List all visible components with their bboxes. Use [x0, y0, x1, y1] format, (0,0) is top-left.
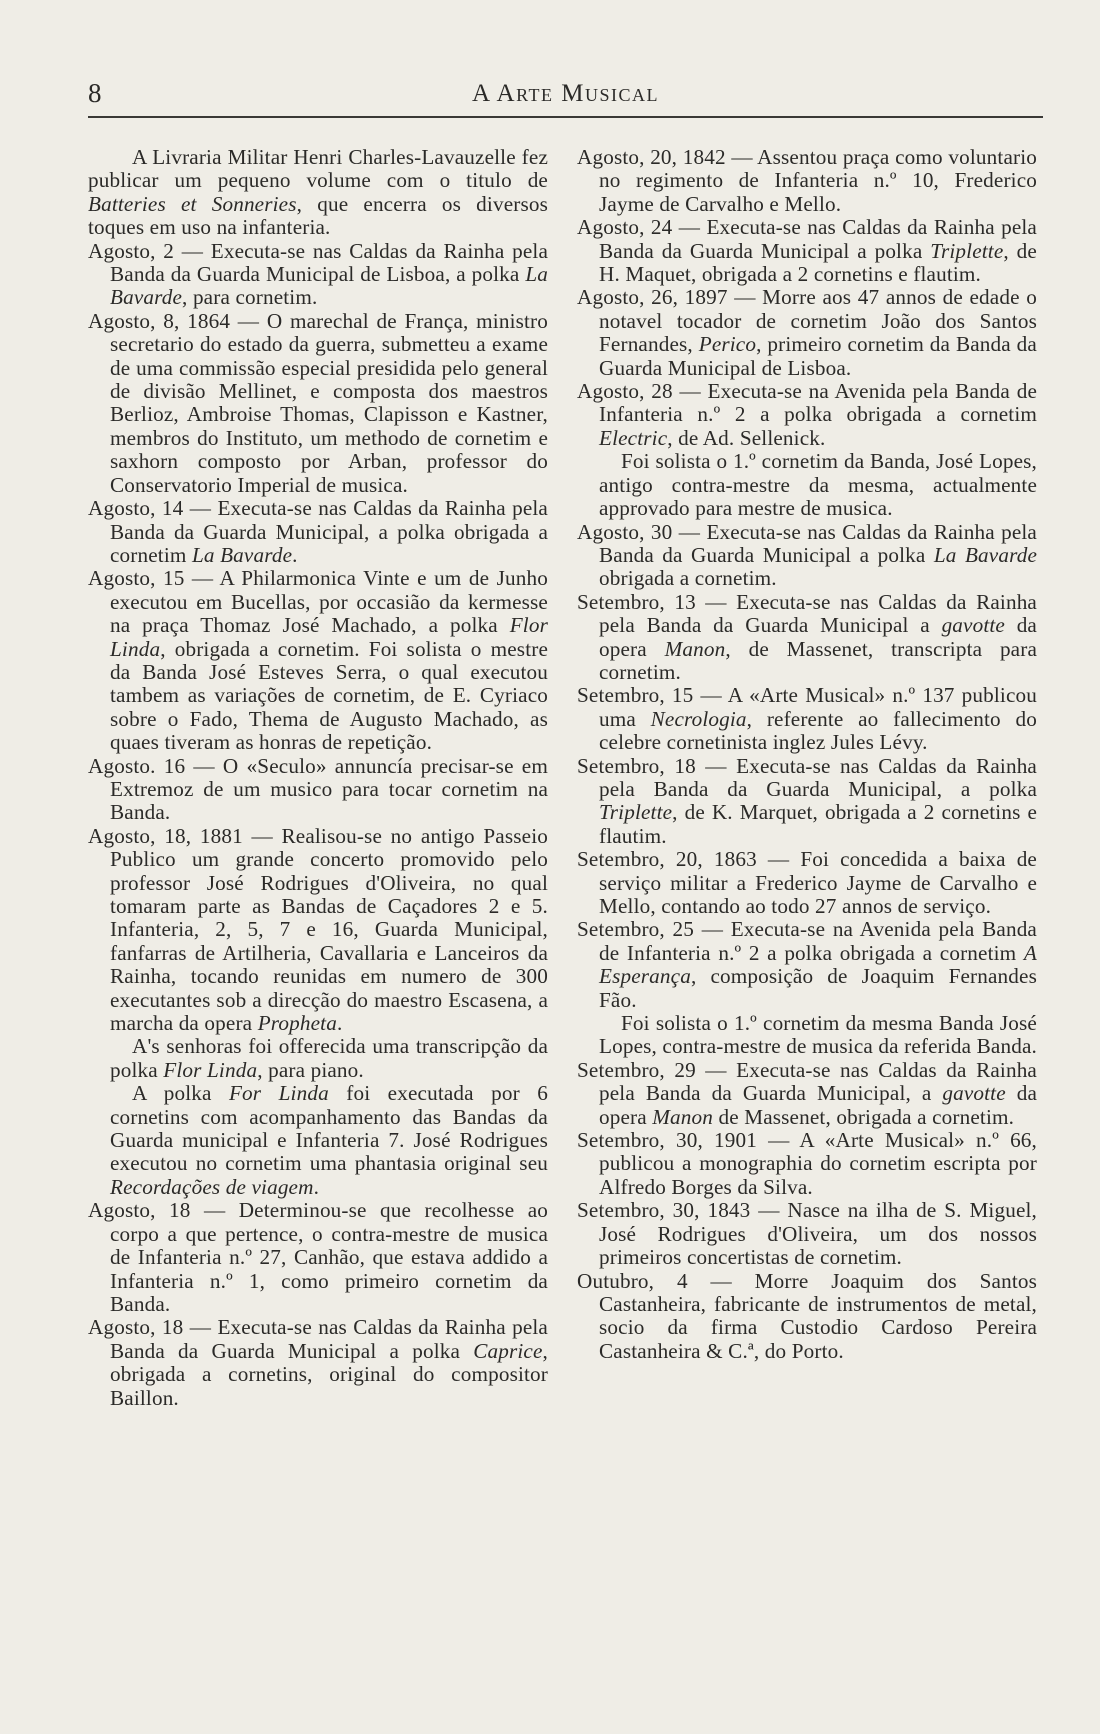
chronology-entry: Agosto, 18 — Determinou-se que recolhesse ao corpo a que pertence, o contra-mestre de musica de Infanteria n.º 27, Canhão, que estava addido a Infanteria n.º 1, como primeiro cornetim da Banda. — [88, 1198, 548, 1316]
chronology-entry: Agosto, 18, 1881 — Realisou-se no antigo Passeio Publico um grande concerto promovido pelo professor José Rodrigues d'Oliveira, no qual tomaram parte as Bandas de Caçadores 2 e 5. Infanteria, 2, 5, 7 e 16, Guarda Municipal, fanfarras de Artilheria, Cavallaria e Lanceiros da Rainha, tocando reunidas em numero de 300 executantes sob a direcção do maestro Escasena, a marcha da opera Propheta. — [88, 823, 548, 1036]
paragraph: Foi solista o 1.º cornetim da mesma Banda José Lopes, contra-mestre de musica da referida Banda. — [599, 1011, 1037, 1059]
paragraph: A Livraria Militar Henri Charles-Lavauzelle fez publicar um pequeno volume com o titulo de Batteries et Sonneries, que encerra os diversos toques em uso na infanteria. — [88, 145, 548, 240]
page-number: 8 — [88, 78, 102, 108]
chronology-entry: Agosto, 26, 1897 — Morre aos 47 annos de edade o notavel tocador de cornetim João dos Santos Fernandes, Perico, primeiro cornetim da Banda da Guarda Municipal de Lisboa. — [577, 285, 1037, 380]
chronology-entry: Setembro, 18 — Executa-se nas Caldas da Rainha pela Banda da Guarda Municipal, a polka Triplette, de K. Marquet, obrigada a 2 cornetins e flautim. — [577, 753, 1037, 848]
chronology-entry: Setembro, 15 — A «Arte Musical» n.º 137 publicou uma Necrologia, referente ao fallecimento do celebre cornetinista inglez Jules Lévy. — [577, 683, 1037, 755]
header-rule — [88, 116, 1043, 118]
chronology-entry: Agosto, 8, 1864 — O marechal de França, ministro secretario do estado da guerra, submetteu a exame de uma commissão especial presidida pelo general de divisão Mellinet, e composta dos maestros Berlioz, Ambroise Thomas, Clapisson e Kastner, membros do Instituto, um methodo de cornetim e saxhorn composto por Arban, professor do Conservatorio Imperial de musica. — [88, 308, 548, 497]
chronology-entry: Agosto, 2 — Executa-se nas Caldas da Rainha pela Banda da Guarda Municipal de Lisboa, a polka La Bavarde, para cornetim. — [88, 238, 548, 310]
chronology-entry: Setembro, 20, 1863 — Foi concedida a baixa de serviço militar a Frederico Jayme de Carvalho e Mello, contando ao todo 27 annos de serviço. — [577, 847, 1037, 918]
paragraph: A's senhoras foi offerecida uma transcripção da polka Flor Linda, para piano. — [110, 1034, 548, 1082]
left-column — [88, 146, 548, 1410]
running-title-text: A Arte Musical — [472, 80, 659, 107]
chronology-entry: Agosto, 24 — Executa-se nas Caldas da Rainha pela Banda da Guarda Municipal a polka Triplette, de H. Maquet, obrigada a 2 cornetins e flautim. — [577, 215, 1037, 287]
chronology-entry: Setembro, 25 — Executa-se na Avenida pela Banda de Infanteria n.º 2 a polka obrigada a cornetim A Esperança, composição de Joaquim Fernandes Fão. — [577, 917, 1037, 1012]
chronology-entry: Agosto, 18 — Executa-se nas Caldas da Rainha pela Banda da Guarda Municipal a polka Caprice, obrigada a cornetins, original do compositor Baillon. — [88, 1315, 548, 1410]
chronology-entry: Setembro, 13 — Executa-se nas Caldas da Rainha pela Banda da Guarda Municipal a gavotte da opera Manon, de Massenet, transcripta para cornetim. — [577, 589, 1037, 684]
paragraph: A polka For Linda foi executada por 6 cornetins com acompanhamento das Bandas da Guarda municipal e Infanteria 7. José Rodrigues executou no cornetim uma phantasia original seu Recordações de viagem. — [110, 1081, 548, 1199]
chronology-entry: Setembro, 30, 1901 — A «Arte Musical» n.º 66, publicou a monographia do cornetim escripta por Alfredo Borges da Silva. — [577, 1128, 1037, 1199]
running-title — [88, 80, 1043, 108]
paragraph: Foi solista o 1.º cornetim da Banda, José Lopes, antigo contra-mestre da mesma, actualmente approvado para mestre de musica. — [599, 449, 1037, 521]
page-header — [88, 78, 1043, 114]
chronology-entry: Outubro, 4 — Morre Joaquim dos Santos Castanheira, fabricante de instrumentos de metal, socio da firma Custodio Cardoso Pereira Castanheira & C.ª, do Porto. — [577, 1268, 1037, 1363]
chronology-entry: Agosto, 20, 1842 — Assentou praça como voluntario no regimento de Infanteria n.º 10, Frederico Jayme de Carvalho e Mello. — [577, 145, 1037, 216]
chronology-entry: Agosto, 28 — Executa-se na Avenida pela Banda de Infanteria n.º 2 a polka obrigada a cornetim Electric, de Ad. Sellenick. — [577, 379, 1037, 450]
chronology-entry: Agosto, 15 — A Philarmonica Vinte e um de Junho executou em Bucellas, por occasião da kermesse na praça Thomaz José Machado, a polka Flor Linda, obrigada a cornetim. Foi solista o mestre da Banda José Esteves Serra, o qual executou tambem as variações de cornetim, de E. Cyriaco sobre o Fado, Thema de Augusto Machado, as quaes tiveram as honras de repetição. — [88, 566, 548, 755]
chronology-entry: Setembro, 29 — Executa-se nas Caldas da Rainha pela Banda da Guarda Municipal, a gavotte da opera Manon de Massenet, obrigada a cornetim. — [577, 1057, 1037, 1129]
chronology-entry: Agosto. 16 — O «Seculo» annuncía precisar-se em Extremoz de um musico para tocar cornetim na Banda. — [88, 753, 548, 825]
chronology-entry: Agosto, 14 — Executa-se nas Caldas da Rainha pela Banda da Guarda Municipal, a polka obrigada a cornetim La Bavarde. — [88, 496, 548, 567]
right-column — [577, 146, 1037, 1363]
chronology-entry: Agosto, 30 — Executa-se nas Caldas da Rainha pela Banda da Guarda Municipal a polka La Bavarde obrigada a cornetim. — [577, 519, 1037, 591]
chronology-entry: Setembro, 30, 1843 — Nasce na ilha de S. Miguel, José Rodrigues d'Oliveira, um dos nossos primeiros concertistas de cornetim. — [577, 1198, 1037, 1270]
